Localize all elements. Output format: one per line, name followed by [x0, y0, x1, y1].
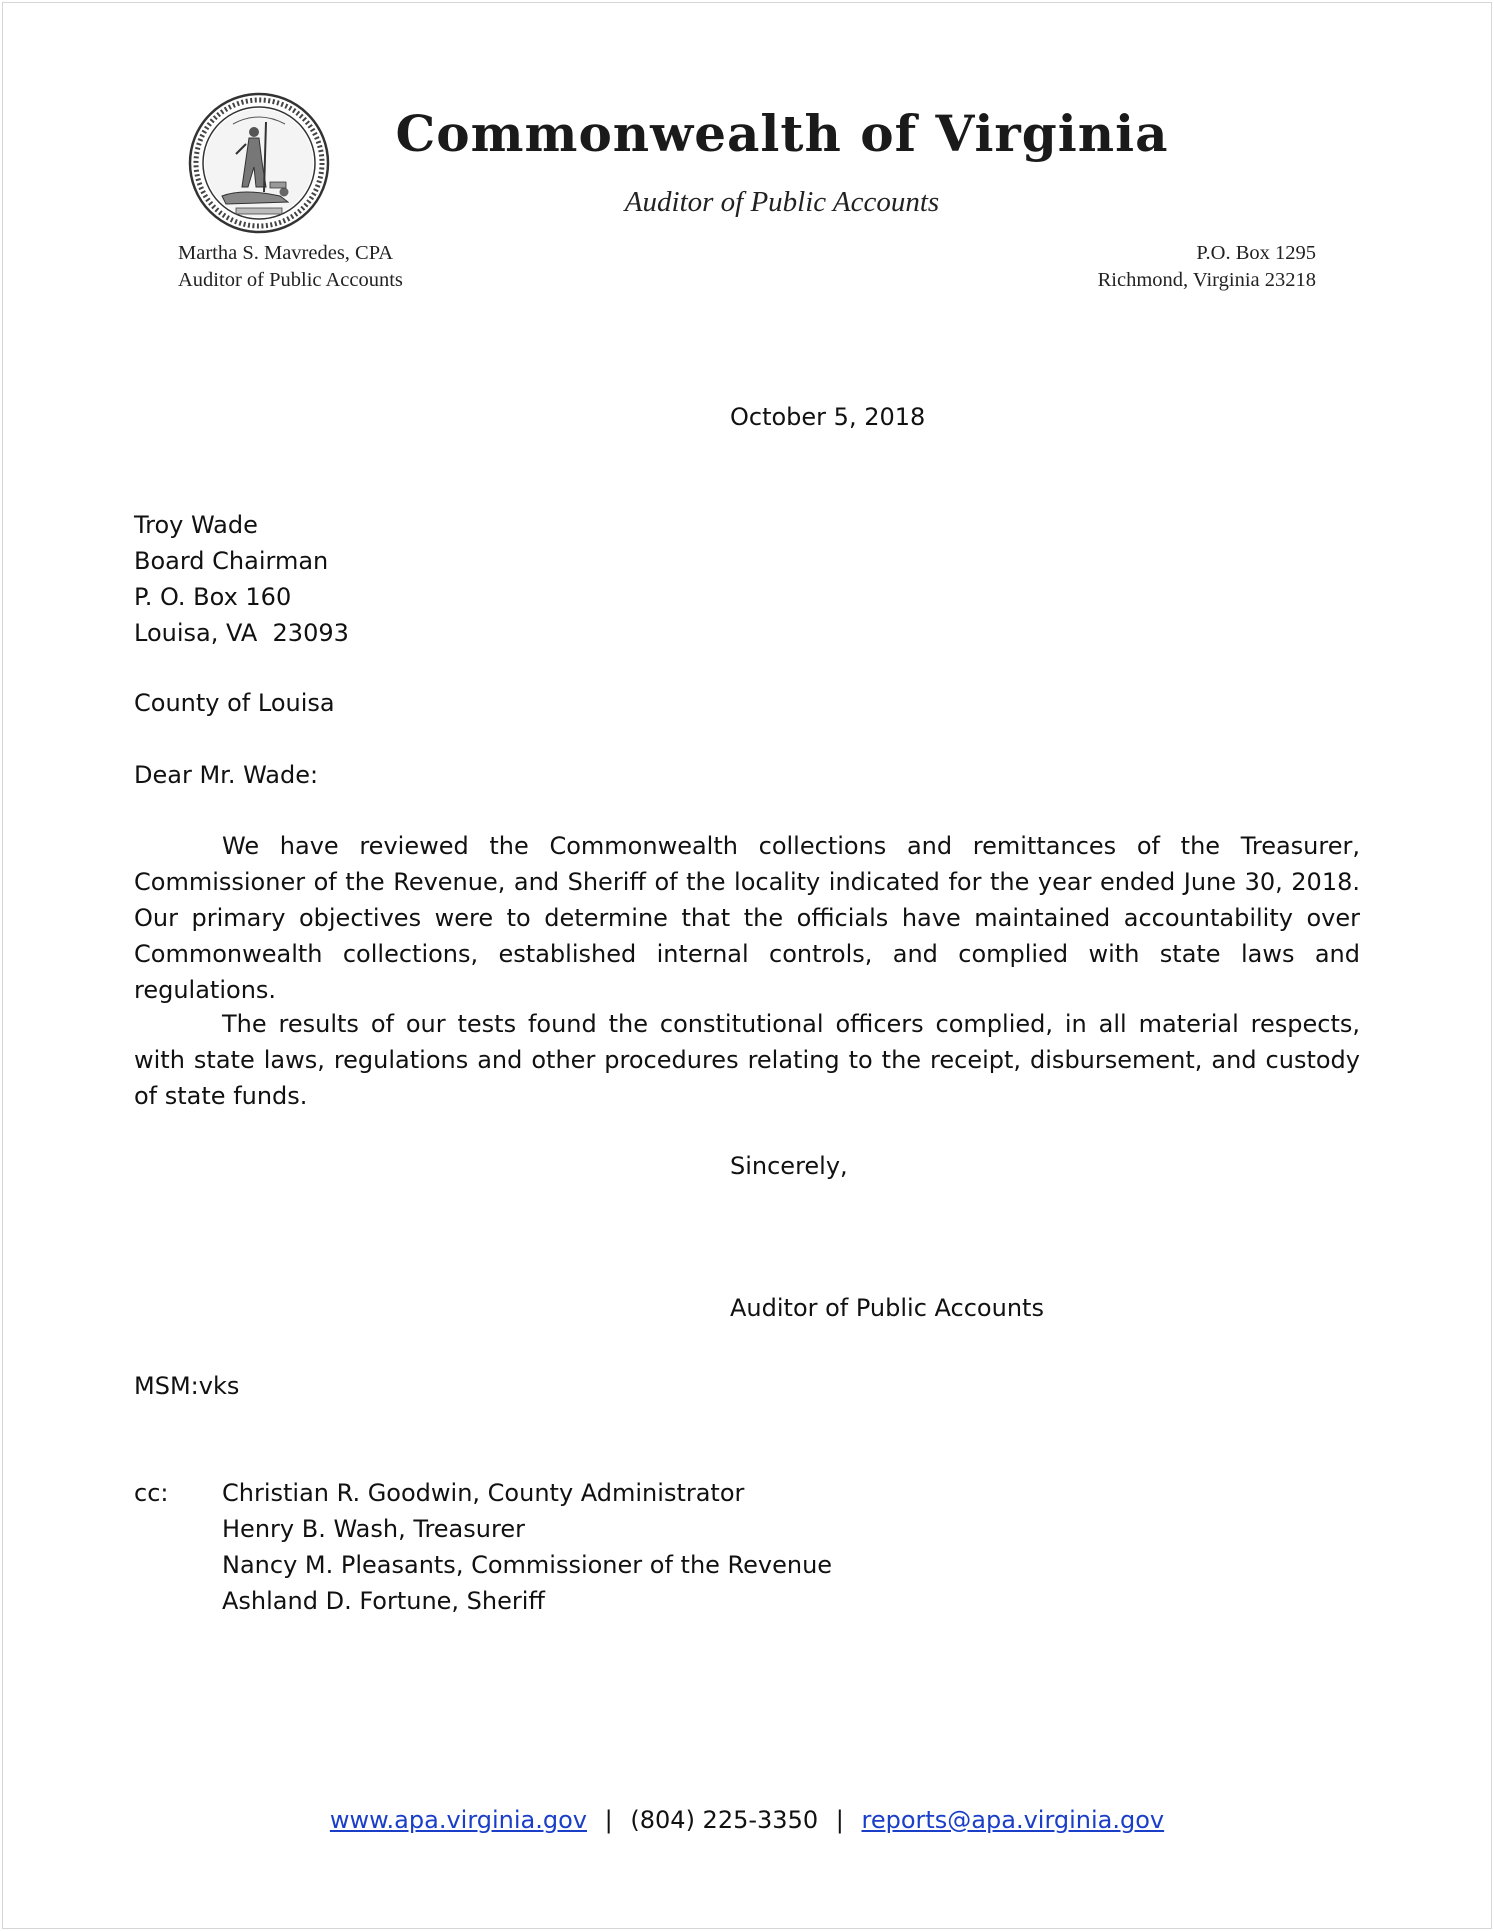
phone-number: (804) 225-3350: [630, 1806, 819, 1834]
letterhead-title: Commonwealth of Virginia: [395, 104, 1169, 163]
recipient-name: Troy Wade: [134, 511, 258, 539]
letterhead-auditor-block: [178, 240, 403, 294]
auditor-name: Martha S. Mavredes, CPA: [178, 242, 394, 264]
cc-item: Ashland D. Fortune, Sheriff: [222, 1587, 545, 1615]
cc-list: [222, 1475, 832, 1619]
letterhead-address-block: [1098, 240, 1316, 294]
email-link[interactable]: reports@apa.virginia.gov: [861, 1806, 1165, 1834]
salutation: Dear Mr. Wade:: [134, 761, 319, 789]
city-state-zip: Richmond, Virginia 23218: [1097, 269, 1316, 291]
closing: Sincerely,: [730, 1152, 848, 1180]
recipient-city: Louisa, VA 23093: [134, 619, 349, 647]
cc-item: Henry B. Wash, Treasurer: [222, 1515, 525, 1543]
footer-separator: |: [604, 1806, 613, 1834]
county-name: County of Louisa: [134, 689, 335, 717]
auditor-title: Auditor of Public Accounts: [178, 269, 403, 291]
signature-line: Auditor of Public Accounts: [730, 1294, 1044, 1322]
footer: [0, 1806, 1494, 1834]
website-link[interactable]: www.apa.virginia.gov: [329, 1806, 588, 1834]
recipient-address: [134, 507, 349, 651]
cc-item: Christian R. Goodwin, County Administrator: [222, 1479, 745, 1507]
letterhead-subtitle: Auditor of Public Accounts: [624, 186, 940, 218]
recipient-title: Board Chairman: [134, 547, 329, 575]
footer-separator: |: [835, 1806, 844, 1834]
letter-date: October 5, 2018: [730, 403, 926, 431]
reference-initials: MSM:vks: [134, 1372, 240, 1400]
body-paragraph-2: The results of our tests found the constitutional officers complied, in all material respects, with state laws, regulations and other procedures relating to the receipt, disbursement, and custody of state funds.: [134, 1010, 1360, 1110]
cc-item: Nancy M. Pleasants, Commissioner of the Revenue: [222, 1551, 833, 1579]
body-paragraph-1: We have reviewed the Commonwealth collections and remittances of the Treasurer, Commissioner of the Revenue, and Sheriff of the locality indicated for the year ended June 30, 2018. Our primary objectives were to determine that the officials have maintained accountability over Commonwealth collections, established internal controls, and complied with state laws and regulations.: [134, 832, 1360, 1004]
cc-label: cc:: [134, 1479, 169, 1507]
po-box: P.O. Box 1295: [1196, 242, 1316, 264]
recipient-street: P. O. Box 160: [134, 583, 292, 611]
